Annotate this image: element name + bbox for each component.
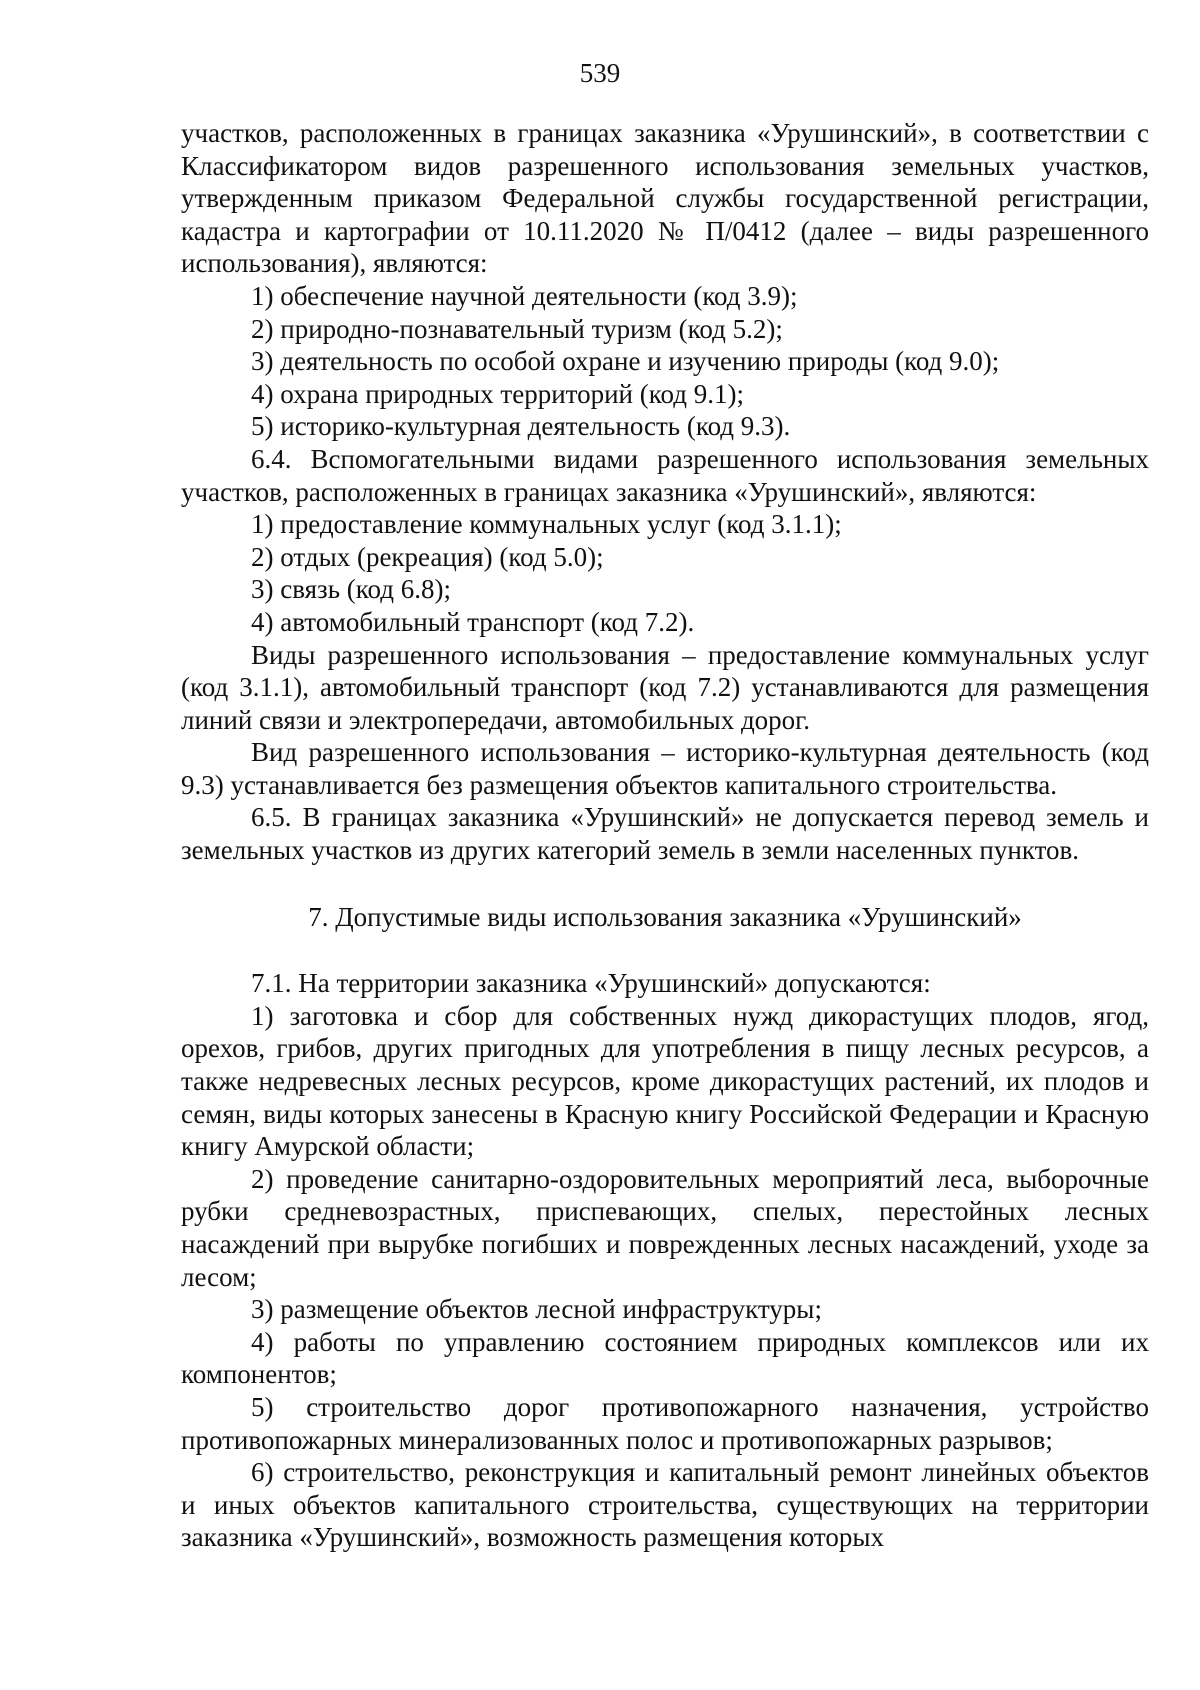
paragraph: 6) строительство, реконструкция и капитальный ремонт линейных объектов и иных объектов капитального строительства, существующих на территории заказника «Урушинский», возможность размещения которых: [181, 1457, 1149, 1553]
paragraph: 3) размещение объектов лесной инфраструктуры;: [251, 1294, 822, 1325]
list-item: 5) историко-культурная деятельность (код 9.3).: [251, 411, 791, 442]
paragraph: 2) проведение санитарно-оздоровительных мероприятий леса, выборочные рубки средневозрастных, приспевающих, спелых, перестойных лесных насаждений при вырубке погибших и поврежденных лесных насаждений, уходе за лесом;: [181, 1163, 1149, 1292]
list-item: 3) деятельность по особой охране и изучению природы (код 9.0);: [251, 346, 1000, 377]
list-item: 1) обеспечение научной деятельности (код 3.9);: [251, 280, 798, 311]
paragraph: 6.5. В границах заказника «Урушинский» не допускается перевод земель и земельных участков из других категорий земель в земли населенных пунктов.: [181, 802, 1149, 866]
document-body: [181, 117, 1149, 1554]
list-item: 1) предоставление коммунальных услуг (код 3.1.1);: [251, 509, 842, 540]
section-heading: 7. Допустимые виды использования заказника «Урушинский»: [308, 901, 1022, 932]
list-item: 2) природно-познавательный туризм (код 5.2);: [251, 313, 783, 344]
list-item: 4) охрана природных территорий (код 9.1);: [251, 378, 744, 409]
paragraph: 6.4. Вспомогательными видами разрешенного использования земельных участков, расположенных в границах заказника «Урушинский», являются:: [181, 443, 1149, 507]
list-item: 4) автомобильный транспорт (код 7.2).: [251, 606, 695, 637]
list-item: 2) отдых (рекреация) (код 5.0);: [251, 541, 604, 572]
paragraph: 4) работы по управлению состоянием природных комплексов или их компонентов;: [181, 1326, 1149, 1390]
page-number: 539: [579, 58, 621, 88]
paragraph: Вид разрешенного использования – историко-культурная деятельность (код 9.3) устанавливается без размещения объектов капитального строительства.: [181, 737, 1149, 800]
paragraph: 7.1. На территории заказника «Урушинский» допускаются:: [251, 968, 931, 999]
list-item: 3) связь (код 6.8);: [251, 574, 451, 605]
paragraph: 1) заготовка и сбор для собственных нужд дикорастущих плодов, ягод, орехов, грибов, других пригодных для употребления в пищу лесных ресурсов, а также недревесных лесных ресурсов, кроме дикорастущих растений, их плодов и семян, виды которых занесены в Красную книгу Российской Федерации и Красную книгу Амурской области;: [181, 1000, 1149, 1162]
paragraph: 5) строительство дорог противопожарного назначения, устройство противопожарных минерализованных полос и противопожарных разрывов;: [181, 1391, 1149, 1455]
paragraph: Виды разрешенного использования – предоставление коммунальных услуг (код 3.1.1), автомобильный транспорт (код 7.2) устанавливаются для размещения линий связи и электропередачи, автомобильных дорог.: [181, 639, 1149, 735]
paragraph: участков, расположенных в границах заказника «Урушинский», в соответствии с Классификатором видов разрешенного использования земельных участков, утвержденным приказом Федеральной службы государственной регистрации, кадастра и картографии от 10.11.2020 № П/0412 (далее – виды разрешенного использования), являются:: [181, 118, 1149, 279]
